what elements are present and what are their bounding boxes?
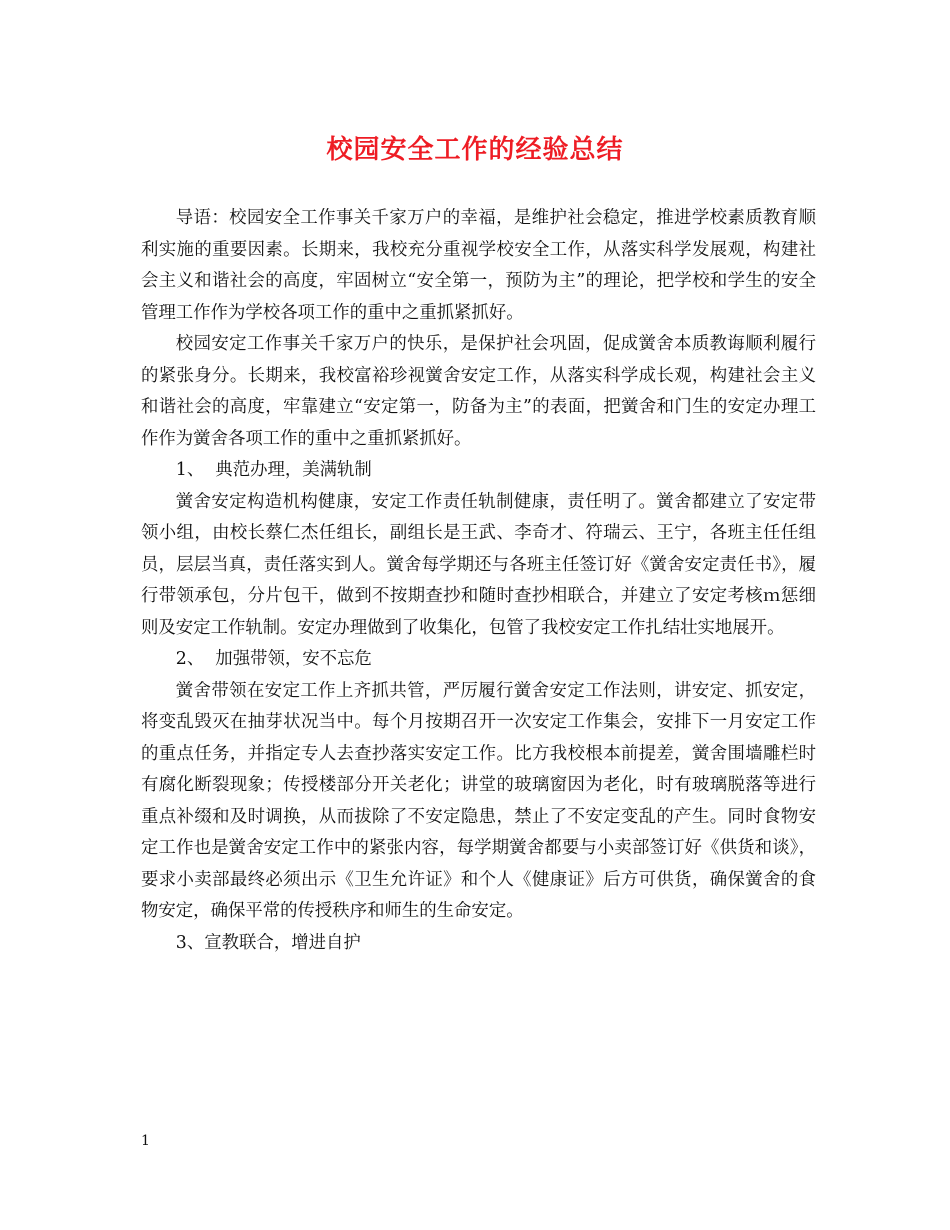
section-heading-3: 3、宣教联合，增进自护 <box>175 932 361 953</box>
section-heading-1: 1、 典范办理，美满轨制 <box>175 460 372 480</box>
paragraph-section-1: 黉舍安定构造机构健康，安定工作责任轨制健康，责任明了。黉舍都建立了安定带领小组，由校长蔡仁杰任组长，副组长是王武、李奇才、符瑞云、王宁，各班主任任组员，层层当真，责任落实到人。黉舍每学期还与各班主任签订好《黉舍安定责任书》，履行带领承包，分片包干，做到不按期查抄和随时查抄相联合，并建立了安定考核ｍ惩细则及安定工作轨制。安定办理做到了收集化，包管了我校安定工作扎结壮实地展开。 <box>141 491 816 638</box>
page-number: 1 <box>141 1133 150 1149</box>
paragraph-section-2: 黉舍带领在安定工作上齐抓共管，严厉履行黉舍安定工作法则，讲安定、抓安定，将变乱毁灭在抽芽状况当中。每个月按期召开一次安定工作集会，安排下一月安定工作的重点任务，并指定专人去查抄落实安定工作。比方我校根本前提差，黉舍围墙雕栏时有腐化断裂现象；传授楼部分开关老化；讲堂的玻璃窗因为老化，时有玻璃脱落等进行重点补缀和及时调换，从而拔除了不安定隐患，禁止了不安定变乱的产生。同时食物安定工作也是黉舍安定工作中的紧张内容，每学期黉舍都要与小卖部签订好《供货和谈》，要求小卖部最终必须出示《卫生允许证》和个人《健康证》后方可供货，确保黉舍的食物安定，确保平常的传授秩序和师生的生命安定。 <box>141 680 816 921</box>
paragraph-overview: 校园安定工作事关千家万户的快乐，是保护社会巩固，促成黉舍本质教诲顺利履行的紧张身分。长期来，我校富裕珍视黉舍安定工作，从落实科学成长观，构建社会主义和谐社会的高度，牢靠建立“安定第一，防备为主”的表面，把黉舍和门生的安定办理工作作为黉舍各项工作的重中之重抓紧抓好。 <box>141 334 816 449</box>
document-body <box>141 203 816 959</box>
document-title: 校园安全工作的经验总结 <box>326 135 624 165</box>
section-heading-2: 2、 加强带领，安不忘危 <box>175 649 372 669</box>
paragraph-intro: 导语：校园安全工作事关千家万户的幸福，是维护社会稳定，推进学校素质教育顺利实施的重要因素。长期来，我校充分重视学校安全工作，从落实科学发展观，构建社会主义和谐社会的高度，牢固树立“安全第一，预防为主”的理论，把学校和学生的安全管理工作作为学校各项工作的重中之重抓紧抓好。 <box>141 208 816 323</box>
